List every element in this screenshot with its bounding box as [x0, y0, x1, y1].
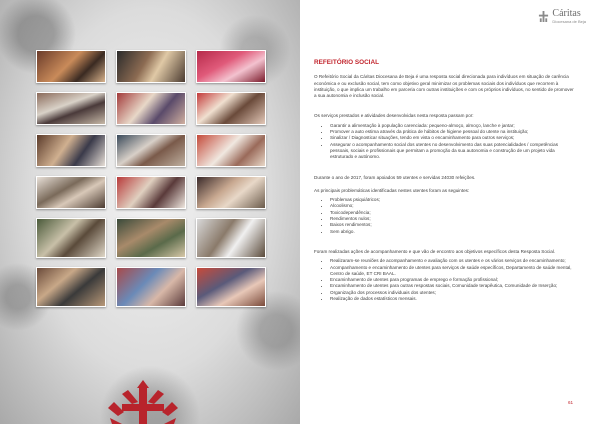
services-item: • Assegurar o acompanhamento social dos utentes no desenvolvimento das suas potencialidades / competências pessoais, sociais e profissionais que permitam a promoção da sua autonomia e construção de um projeto vida estruturado e autónomo. [330, 142, 574, 161]
services-item: • Promover a auto estima através da prática de hábitos de higiene pessoal do utente na instituição; [330, 129, 574, 135]
photo-collage [36, 50, 266, 307]
activity-photo [116, 218, 186, 258]
activity-photo [196, 134, 266, 167]
brand-name: Cáritas [552, 8, 581, 19]
activity-photo [116, 134, 186, 167]
activity-photo [36, 218, 106, 258]
problems-item: • Problemas psiquiátricos; [330, 197, 574, 203]
problems-item: • Toxicodependência; [330, 210, 574, 216]
section-title: REFEITÓRIO SOCIAL [314, 59, 379, 66]
actions-intro: Foram realizadas ações de acompanhamento e que vão de encontro aos objetivos específicos desta Resposta Social. [314, 248, 556, 254]
brand-subtitle: Diocesana de Beja [552, 19, 586, 24]
actions-item: • Organização dos processos individuais dos utentes; [330, 290, 574, 296]
problems-list [314, 197, 574, 235]
problems-item: • Sem abrigo. [330, 229, 574, 235]
services-list [314, 123, 574, 161]
activity-photo [36, 134, 106, 167]
activity-photo [196, 176, 266, 209]
activity-photo [196, 50, 266, 83]
activity-photo [36, 92, 106, 125]
problems-item: • Rendimentos nulos; [330, 216, 574, 222]
services-item: • Sinalizar / Diagnosticar situações, tendo em vista o encaminhamento para outros serviços; [330, 135, 574, 141]
problems-item: • Alcoolismo; [330, 203, 574, 209]
actions-item: • Acompanhamento e encaminhamento de utentes para serviços de saúde específicos, Departamento de saúde mental, Centro de saúde, ET CRI BAAL. [330, 265, 574, 278]
services-intro: Os serviços prestados e atividades desenvolvidas nesta resposta passam por: [314, 113, 474, 119]
activity-photo [196, 267, 266, 307]
activity-photo [196, 218, 266, 258]
activity-photo [36, 176, 106, 209]
year-stats: Durante o ano de 2017, foram apoiados 59 utentes e servidas 24030 refeições. [314, 174, 476, 180]
activity-photo [116, 92, 186, 125]
actions-item: • Encaminhamento de utentes para outras respostas sociais, Comunidade terapêutica, Comunidade de Inserção; [330, 283, 574, 289]
actions-list [314, 258, 574, 302]
actions-item: • Realização de dados estatísticos mensais. [330, 296, 574, 302]
page-number: 61 [568, 400, 574, 405]
actions-item: • Encaminhamento de utentes para programas de emprego e formação profissional; [330, 277, 574, 283]
article [314, 60, 574, 302]
activity-photo [116, 50, 186, 83]
caritas-cross-icon [538, 11, 549, 22]
services-item: • Garantir a alimentação à população carenciada: pequeno-almoço, almoço, lanche e jantar; [330, 123, 574, 129]
right-page [300, 0, 600, 424]
activity-photo [116, 267, 186, 307]
activity-photo [196, 92, 266, 125]
activity-photo [36, 50, 106, 83]
actions-item: • Realizaram-se reuniões de acompanhamento e avaliação com os utentes e os vários serviços de encaminhamento; [330, 258, 574, 264]
activity-photo [116, 176, 186, 209]
brand-header [538, 9, 586, 24]
problems-item: • Baixos rendimentos; [330, 222, 574, 228]
problems-intro: As principais problemáticas identificadas nestes utentes foram as seguintes: [314, 187, 470, 193]
activity-photo [36, 267, 106, 307]
caritas-flame-icon [108, 380, 178, 424]
intro-paragraph: O Refeitório Social da Cáritas Diocesana de Beja é uma resposta social direcionada para indivíduos em situação de carência económica e ou exclusão social, tem como objetivo geral minimizar os problemas sociais dos indivíduos que recorrem à instituição, o que implica um trabalho em parceria com outras instituições e com os próprios indivíduos, no sentido de promover a sua autonomia e inclusão social. [314, 74, 574, 99]
